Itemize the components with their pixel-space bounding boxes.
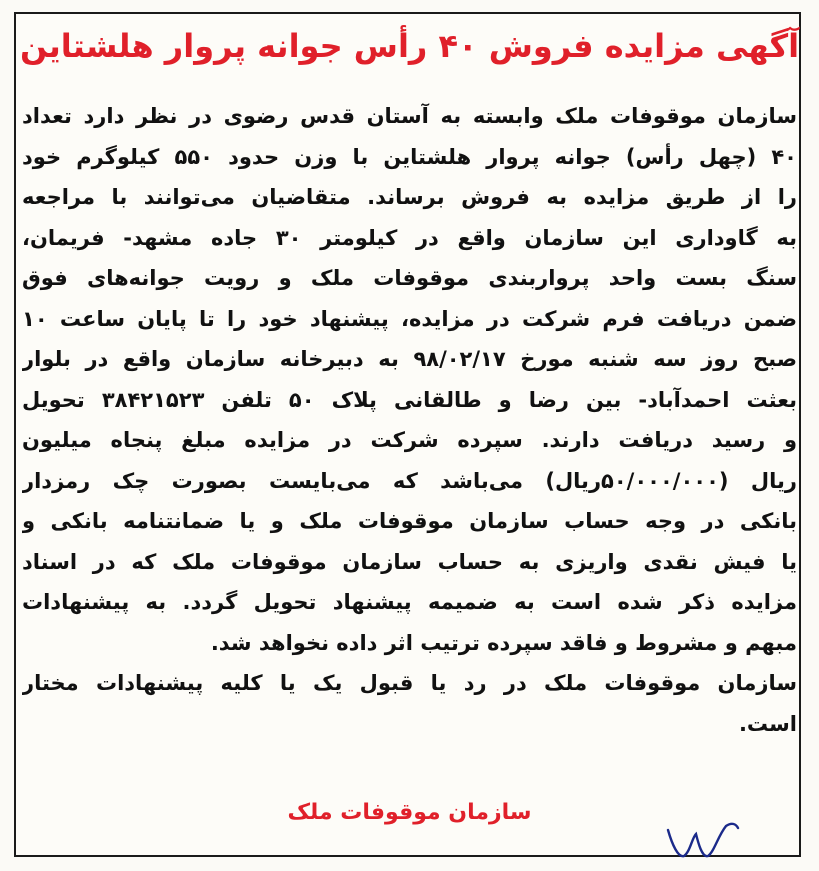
body-line: یا فیش نقدی واریزی به حساب سازمان موقوفات ملک که در اسناد xyxy=(22,549,797,574)
body-line: است. xyxy=(738,711,797,736)
body-line: و رسید دریافت دارند. سپرده شرکت در مزایده مبلغ پنجاه میلیون xyxy=(22,428,797,452)
signature-text: سازمان موقوفات ملک xyxy=(287,800,532,825)
body-line: سنگ بست واحد پرواربندی موقوفات ملک و رویت جوانه‌های فوق xyxy=(22,266,797,290)
notice-title: آگهی مزایده فروش ۴۰ رأس جوانه پروار هلشتاین xyxy=(19,27,800,65)
body-line: بعثت احمدآباد- بین رضا و طالقانی پلاک ۵۰ تلفن ۳۸۴۲۱۵۲۳ تحویل xyxy=(22,387,797,412)
notice-body xyxy=(22,96,797,744)
body-line: صبح روز سه شنبه مورخ ۹۸/۰۲/۱۷ به دبیرخانه سازمان واقع در بلوار xyxy=(22,347,797,371)
body-line: ریال (۵۰/۰۰۰/۰۰۰ریال) می‌باشد که می‌بایست بصورت چک رمزدار xyxy=(22,468,797,493)
body-line: بانکی در وجه حساب سازمان موقوفات ملک و یا ضمانتنامه بانکی و xyxy=(22,509,797,533)
body-line: را از طریق مزایده به فروش برساند. متقاضیان می‌توانند با مراجعه xyxy=(22,185,797,209)
handwritten-signature-mark xyxy=(662,818,742,864)
body-line: ۴۰ (چهل رأس) جوانه پروار هلشتاین با وزن حدود ۵۵۰ کیلوگرم خود xyxy=(22,144,797,169)
body-line: مزایده ذکر شده است به ضمیمه پیشنهاد تحویل گردد. به پیشنهادات xyxy=(22,590,797,614)
body-line: به گاوداری این سازمان واقع در کیلومتر ۳۰ جاده مشهد- فریمان، xyxy=(22,225,797,250)
body-line: سازمان موقوفات ملک وابسته به آستان قدس رضوی در نظر دارد تعداد xyxy=(22,104,797,128)
body-line: ضمن دریافت فرم شرکت در مزایده، پیشنهاد خود را تا پایان ساعت ۱۰ xyxy=(22,306,797,331)
body-line: مبهم و مشروط و فاقد سپرده ترتیب اثر داده نخواهد شد. xyxy=(210,630,797,655)
body-line: سازمان موقوفات ملک در رد یا قبول یک یا کلیه پیشنهادات مختار xyxy=(22,671,797,695)
